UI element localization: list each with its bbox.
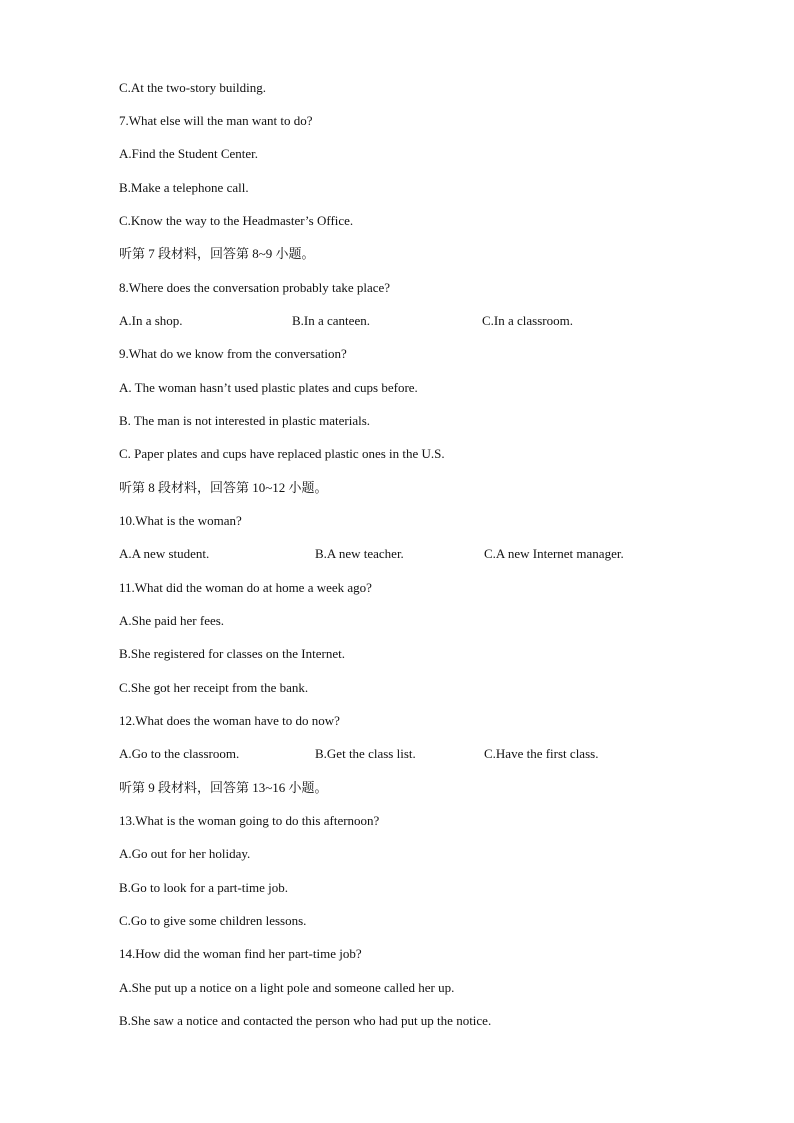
question-14: 14.How did the woman find her part-time job? [119, 946, 362, 961]
option-text: B.She saw a notice and contacted the person who had put up the notice. [119, 1013, 492, 1028]
question-11: 11.What did the woman do at home a week ago? [119, 580, 372, 595]
question-7: 7.What else will the man want to do? [119, 113, 313, 128]
option-b: B.A new teacher. [315, 546, 404, 561]
section-instruction: 听第 9 段材料，回答第 13~16 小题。 [119, 780, 328, 795]
option-a: A.Go to the classroom. [119, 746, 240, 761]
option-text: A. The woman hasn’t used plastic plates and cups before. [119, 380, 418, 395]
option-text: C.At the two-story building. [119, 80, 266, 95]
option-text: B. The man is not interested in plastic materials. [119, 413, 371, 428]
question-13: 13.What is the woman going to do this afternoon? [119, 813, 380, 828]
option-text: B.Make a telephone call. [119, 180, 249, 195]
option-c: C.In a classroom. [482, 313, 573, 328]
option-c: C.A new Internet manager. [484, 546, 624, 561]
section-instruction: 听第 7 段材料，回答第 8~9 小题。 [119, 246, 315, 261]
section-instruction: 听第 8 段材料，回答第 10~12 小题。 [119, 480, 328, 495]
option-text: A.Find the Student Center. [119, 146, 259, 161]
option-text: C.Know the way to the Headmaster’s Office. [119, 213, 354, 228]
question-10: 10.What is the woman? [119, 513, 242, 528]
option-text: C.She got her receipt from the bank. [119, 680, 309, 695]
option-text: B.Go to look for a part-time job. [119, 880, 288, 895]
option-text: C. Paper plates and cups have replaced plastic ones in the U.S. [119, 446, 445, 461]
option-text: A.Go out for her holiday. [119, 846, 251, 861]
question-8: 8.Where does the conversation probably take place? [119, 280, 391, 295]
question-9: 9.What do we know from the conversation? [119, 346, 347, 361]
option-text: A.She put up a notice on a light pole and someone called her up. [119, 980, 455, 995]
option-text: C.Go to give some children lessons. [119, 913, 307, 928]
option-a: A.A new student. [119, 546, 210, 561]
option-text: A.She paid her fees. [119, 613, 225, 628]
option-c: C.Have the first class. [484, 746, 599, 761]
option-b: B.Get the class list. [315, 746, 416, 761]
option-a: A.In a shop. [119, 313, 183, 328]
option-text: B.She registered for classes on the Internet. [119, 646, 345, 661]
question-12: 12.What does the woman have to do now? [119, 713, 340, 728]
option-b: B.In a canteen. [292, 313, 370, 328]
